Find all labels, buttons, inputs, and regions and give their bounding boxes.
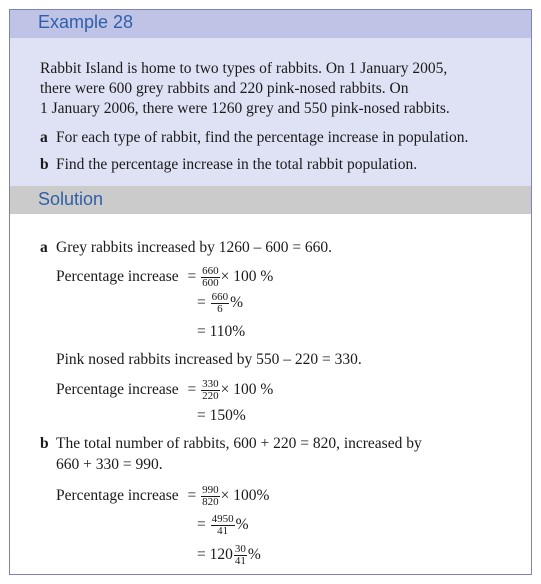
percentage-increase-label: Percentage increase — [56, 268, 179, 286]
percent-sign: % — [235, 516, 249, 534]
solution-a-label: a — [40, 239, 48, 256]
total-percentage-step2 — [197, 514, 249, 537]
fraction-numerator: 30 — [234, 543, 246, 555]
fraction — [211, 292, 230, 315]
grey-percentage-step1 — [56, 266, 273, 289]
solution-title-text: Solution — [38, 189, 104, 209]
intro-line-1: Rabbit Island is home to two types of rabbits. On 1 January 2005, — [40, 60, 448, 77]
percent-sign: % — [247, 546, 261, 564]
example-title — [10, 10, 531, 38]
solution-body — [10, 214, 531, 575]
percentage-increase-label: Percentage increase — [56, 487, 179, 505]
equals-sign: = — [187, 381, 197, 399]
fraction-numerator: 990 — [202, 484, 219, 496]
times-hundred-percent: × 100 % — [220, 381, 274, 399]
intro-line-3: 1 January 2006, there were 1260 grey and 550 pink-nosed rabbits. — [40, 100, 450, 117]
fraction-numerator: 4950 — [211, 513, 234, 525]
example-box — [9, 9, 532, 575]
fraction — [211, 514, 235, 537]
fraction-denominator: 820 — [202, 496, 219, 508]
times-hundred-percent: × 100% — [220, 487, 270, 505]
equals-sign: = — [197, 546, 206, 564]
part-a-text: For each type of rabbit, find the percentage increase in population. — [56, 129, 469, 146]
fraction-denominator: 6 — [217, 303, 223, 315]
total-percentage-step1 — [56, 485, 269, 508]
solution-b-label: b — [40, 435, 49, 452]
fraction-denominator: 600 — [202, 277, 219, 289]
intro-line-2: there were 600 grey rabbits and 220 pink-nosed rabbits. On — [40, 80, 409, 97]
grey-result: = 110% — [197, 323, 246, 340]
equals-sign: = — [187, 487, 197, 505]
total-increase-line-1: The total number of rabbits, 600 + 220 = 820, increased by — [56, 435, 422, 452]
example-statement — [10, 38, 531, 186]
equals-sign: = — [187, 268, 197, 286]
pink-result: = 150% — [197, 407, 246, 424]
fraction-denominator: 220 — [202, 390, 219, 402]
times-hundred-percent: × 100 % — [220, 268, 274, 286]
fraction-numerator: 660 — [202, 265, 219, 277]
part-b-text: Find the percentage increase in the total rabbit population. — [56, 156, 418, 173]
fraction-denominator: 41 — [234, 555, 246, 567]
grey-increase-line: Grey rabbits increased by 1260 – 600 = 660. — [56, 239, 333, 256]
pink-increase-line: Pink nosed rabbits increased by 550 – 220 = 330. — [56, 351, 362, 368]
fraction — [201, 485, 220, 508]
fraction-denominator: 41 — [217, 525, 229, 537]
fraction — [234, 544, 247, 567]
fraction-numerator: 660 — [211, 291, 229, 303]
part-b-label: b — [40, 156, 49, 173]
percentage-increase-label: Percentage increase — [56, 381, 179, 399]
pink-percentage-step1 — [56, 379, 273, 402]
example-title-text: Example 28 — [38, 12, 134, 32]
fraction-numerator: 330 — [202, 378, 219, 390]
total-increase-line-2: 660 + 330 = 990. — [56, 456, 163, 473]
grey-percentage-step2 — [197, 292, 243, 315]
fraction — [201, 379, 220, 402]
solution-title — [10, 186, 531, 214]
percent-sign: % — [230, 294, 244, 312]
fraction — [201, 266, 220, 289]
total-result — [197, 544, 261, 567]
part-a-label: a — [40, 129, 48, 146]
equals-sign: = — [197, 294, 206, 312]
mixed-number-whole: 120 — [209, 546, 233, 564]
equals-sign: = — [197, 516, 206, 534]
